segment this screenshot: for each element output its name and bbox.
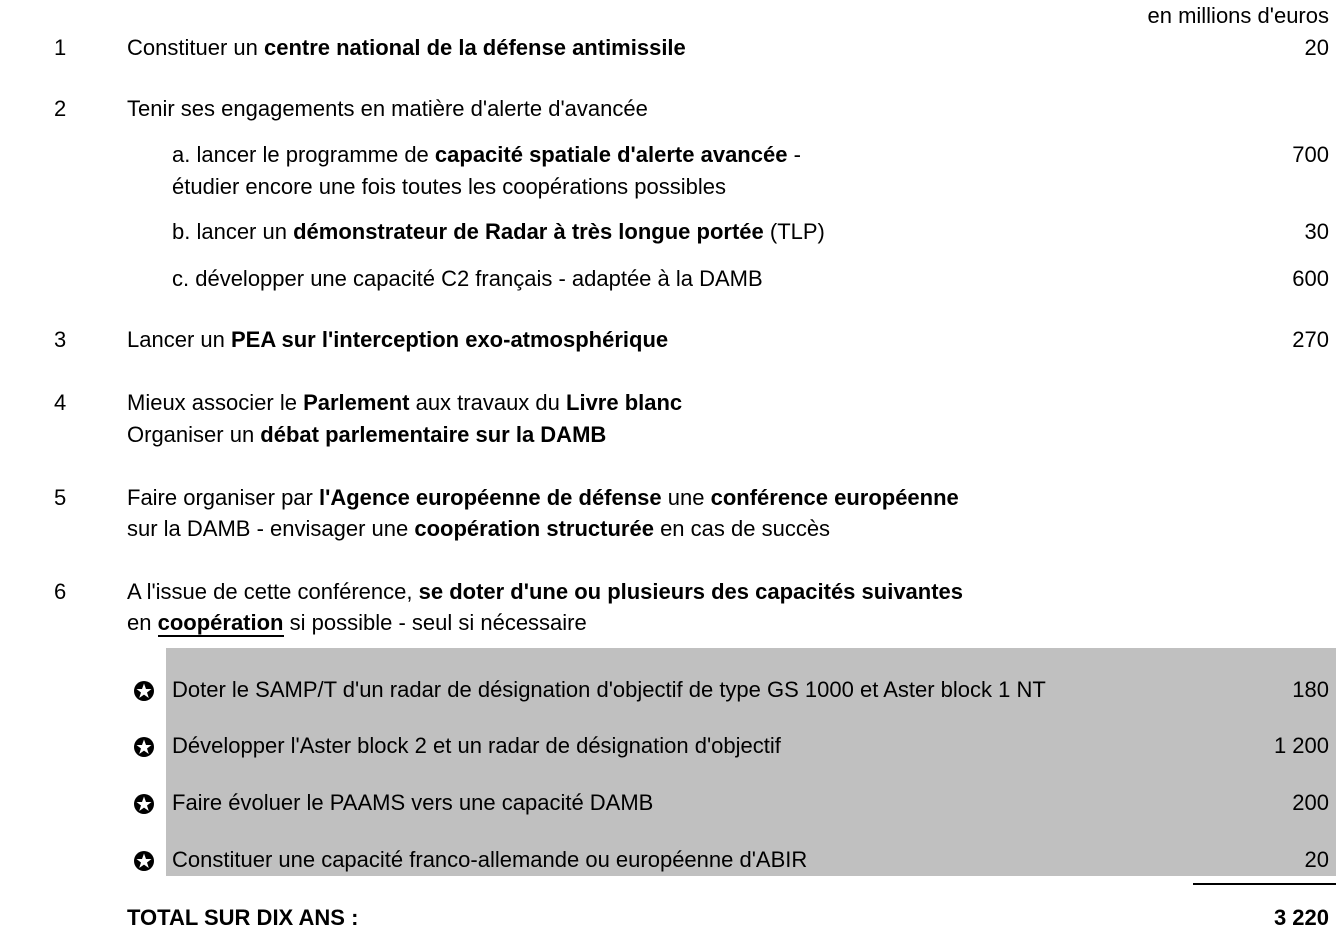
text-run: (TLP) (763, 219, 825, 244)
bold-text: conférence européenne (710, 485, 959, 510)
text-run: - (787, 142, 801, 167)
option-amount: 1 200 (1273, 733, 1329, 758)
text-run: Lancer un (127, 327, 231, 352)
item-number: 4 (54, 390, 67, 415)
option-text: Doter le SAMP/T d'un radar de désignation d'objectif de type GS 1000 et Aster block 1 NT (172, 677, 1046, 702)
item-number: 5 (54, 485, 67, 510)
option-amount: 20 (1304, 847, 1329, 872)
star-in-circle-icon (133, 850, 155, 872)
text-run: Faire organiser par (127, 485, 319, 510)
total-label: TOTAL SUR DIX ANS : (127, 905, 359, 930)
text-run: sur la DAMB - envisager une (127, 516, 415, 541)
unit-note: en millions d'euros (1147, 3, 1329, 28)
underlined-text: coopération (157, 610, 284, 635)
bold-text: l'Agence européenne de défense (318, 485, 662, 510)
subitem-line (172, 174, 726, 200)
text-run: en (127, 610, 158, 635)
text-run: étudier encore une fois toutes les coopérations possibles (172, 174, 727, 199)
bold-text: Livre blanc (566, 390, 683, 415)
item-line (127, 35, 686, 61)
text-run: en cas de succès (653, 516, 831, 541)
option-text: Développer l'Aster block 2 et un radar de désignation d'objectif (172, 733, 781, 758)
text-run: c. développer une capacité C2 français - adaptée à la DAMB (172, 266, 763, 291)
total-rule (1193, 883, 1336, 885)
item-line (127, 390, 682, 416)
bold-text (158, 610, 284, 637)
bold-text: PEA sur l'interception exo-atmosphérique (230, 327, 669, 352)
bold-text: débat parlementaire sur la DAMB (260, 422, 607, 447)
item-line (127, 610, 587, 636)
star-in-circle-icon (133, 680, 155, 702)
item-line (127, 579, 963, 605)
subitem-line (172, 219, 825, 245)
bold-text: se doter d'une ou plusieurs des capacités suivantes (418, 579, 964, 604)
text-run: Mieux associer le (127, 390, 304, 415)
text-run: une (661, 485, 711, 510)
option-text: Constituer une capacité franco-allemande ou européenne d'ABIR (172, 847, 808, 872)
item-number: 2 (54, 96, 67, 121)
text-run: b. lancer un (172, 219, 294, 244)
bold-text: Parlement (303, 390, 410, 415)
star-in-circle-icon (133, 736, 155, 758)
item-number: 6 (54, 579, 67, 604)
text-run: a. lancer le programme de (172, 142, 435, 167)
bold-text: démonstrateur de Radar à très longue portée (293, 219, 764, 244)
item-number: 3 (54, 327, 67, 352)
text-run: Tenir ses engagements en matière d'alerte d'avancée (127, 96, 648, 121)
item-line (127, 96, 648, 122)
option-text: Faire évoluer le PAAMS vers une capacité DAMB (172, 790, 654, 815)
subitem-line (172, 142, 801, 168)
text-run: Constituer un (127, 35, 264, 60)
text-run: si possible - seul si nécessaire (283, 610, 587, 635)
item-line (127, 485, 959, 511)
subitem-amount: 30 (1304, 219, 1329, 244)
bold-text: coopération structurée (414, 516, 654, 541)
star-in-circle-icon (133, 793, 155, 815)
item-amount: 20 (1304, 35, 1329, 60)
text-run: Organiser un (127, 422, 261, 447)
item-line (127, 516, 830, 542)
subitem-line (172, 266, 763, 292)
item-line (127, 422, 606, 448)
option-amount: 180 (1292, 677, 1329, 702)
item-number: 1 (54, 35, 67, 60)
subitem-amount: 600 (1292, 266, 1329, 291)
subitem-amount: 700 (1292, 142, 1329, 167)
bold-text: centre national de la défense antimissile (263, 35, 686, 60)
option-amount: 200 (1292, 790, 1329, 815)
item-line (127, 327, 668, 353)
total-amount: 3 220 (1273, 905, 1329, 930)
bold-text: capacité spatiale d'alerte avancée (434, 142, 788, 167)
item-amount: 270 (1292, 327, 1329, 352)
text-run: A l'issue de cette conférence, (127, 579, 419, 604)
text-run: aux travaux du (409, 390, 567, 415)
